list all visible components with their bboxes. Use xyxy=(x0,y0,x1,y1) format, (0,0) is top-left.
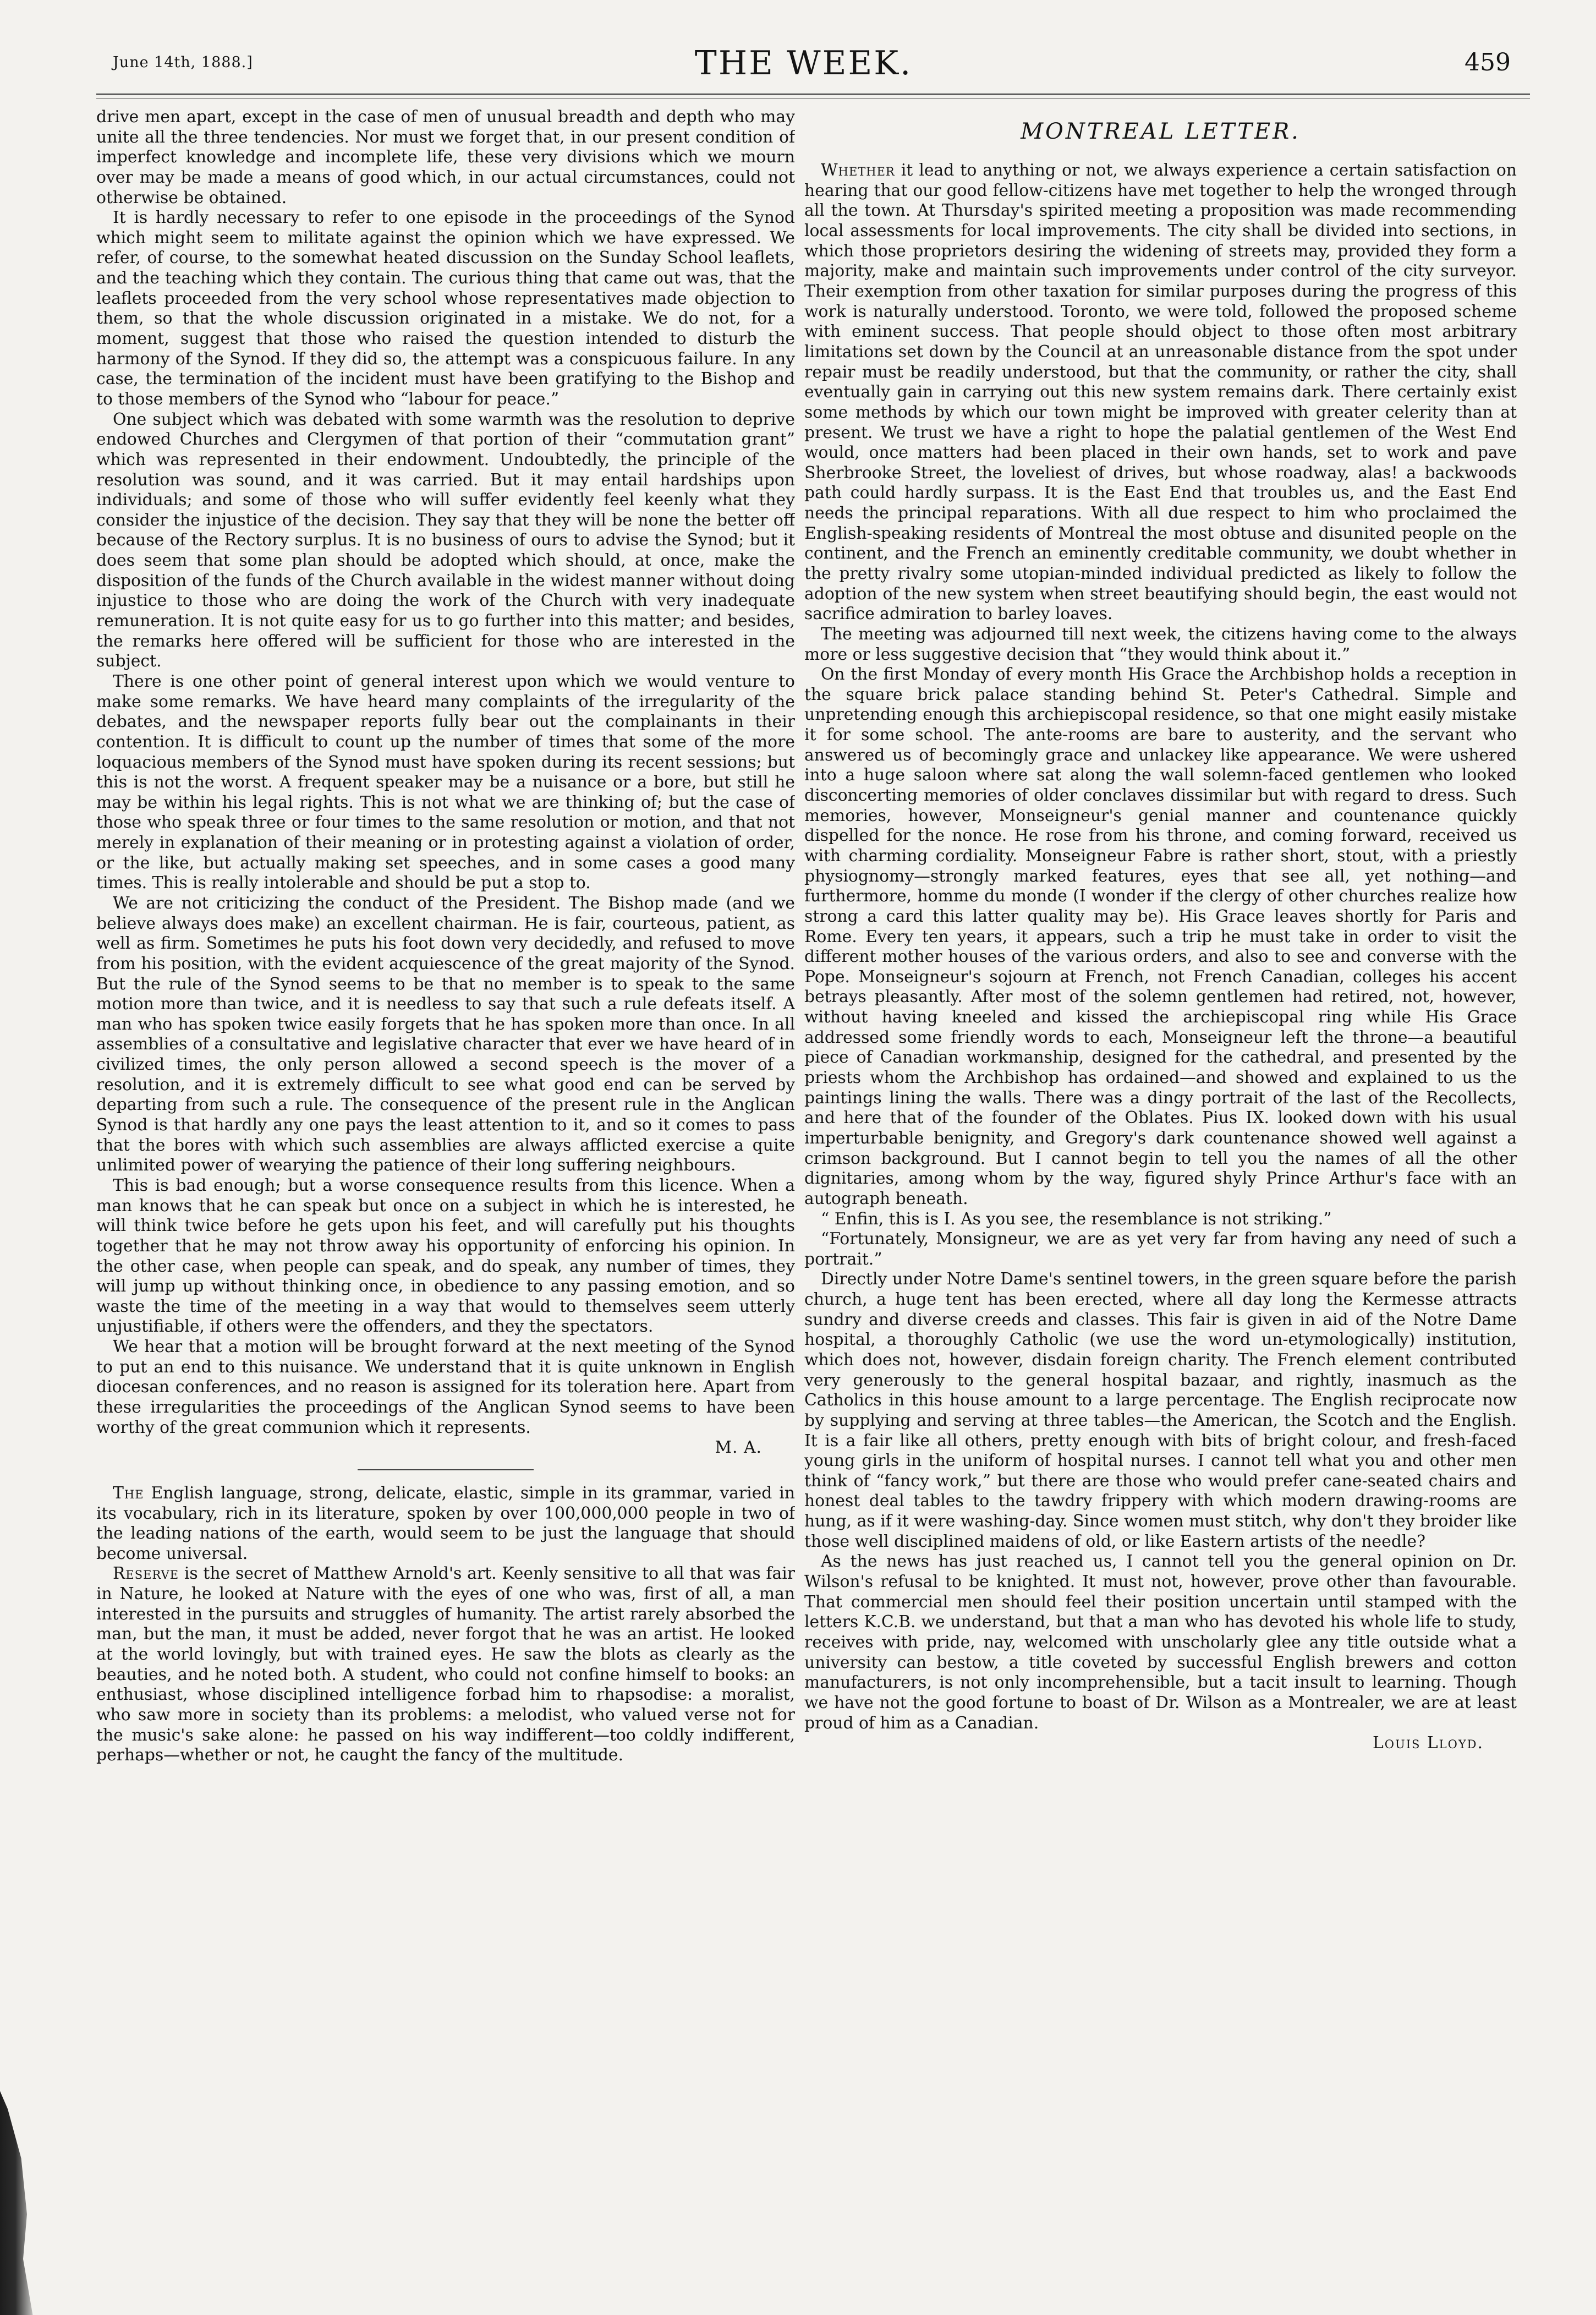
montreal-signature: Louis Lloyd. xyxy=(1373,1733,1484,1753)
page-number: 459 xyxy=(1465,48,1511,76)
whether-lead-word: Whether xyxy=(821,161,895,180)
reserve-lead-word: Reserve xyxy=(113,1564,179,1584)
english-language-paragraph xyxy=(96,1484,795,1564)
synod-signature: M. A. xyxy=(715,1438,762,1458)
montreal-paragraph-1-body: it lead to anything or not, we always experience a certain satisfaction on hearing that our good fellow-citizens have met together to help the wronged through all the town. At Thursday's spirited meeting a proposition was made recommending local assessments for local improvements. The city shall be divided into sections, in which those proprietors desiring the widening of streets may, provided they form a majority, make and maintain such improvements under control of the city surveyor. Their exemption from other taxation for similar purposes during the progress of this work is naturally understood. Toronto, we were told, followed the proposed scheme with eminent success. That people should object to those often most arbitrary limitations set down by the Council at an unreasonable distance from the spot under repair must be readily understood, but that the community, or rather the city, shall eventually gain in carrying out this new system remains dark. There certainly exist some methods by which our town might be improved with greater celerity than at present. We trust we have a right to hope the palatial gentlemen of the West End would, once matters had been placed in their own hands, set to work and pave Sherbrooke Street, the loveliest of drives, but whose roadway, alas! a backwoods path could hardly surpass. It is the East End that troubles us, and the East End needs the principal reparations. With all due respect to him who proclaimed the English-speaking residents of Montreal the most obtuse and disunited people on the continent, and the French an eminently creditable community, we doubt whether in the pretty rivalry some utopian-minded individual predicted as likely to follow the adoption of the new system when street beautifying should begin, the east would not sacrifice admiration to barley loaves. xyxy=(804,161,1517,624)
issue-date: June 14th, 1888.] xyxy=(113,54,253,71)
synod-paragraph-3: One subject which was debated with some warmth was the resolution to deprive endowed Churches and Clergymen of that portion of their “commutation grant” which was represented in their endowment. Undoubtedly, the principle of the resolution was sound, and it was carried. But it may entail hardships upon individuals; and some of those who will suffer evidently feel keenly what they consider the injustice of the decision. They say that they will be none the better off because of the Rectory surplus. It is no business of ours to advise the Synod; but it does seem that some plan should be adopted which should, at once, make the disposition of the funds of the Church available in the widest manner without doing injustice to those who are doing the work of the Church with very inadequate remuneration. It is not quite easy for us to go further into this matter; and besides, the remarks here offered will be sufficient for those who are interested in the subject. xyxy=(96,409,795,671)
synod-paragraph-7: We hear that a motion will be brought forward at the next meeting of the Synod to put an end to this nuisance. We understand that it is quite unknown in English diocesan conferences, and no reason is assigned for its toleration here. Apart from these irregularities the proceedings of the Anglican Synod seems to have been worthy of the great communion which it represents. xyxy=(96,1337,795,1437)
english-lead-word: The xyxy=(113,1483,144,1503)
left-column xyxy=(96,107,795,2303)
montreal-paragraph-1 xyxy=(804,161,1517,625)
arnold-paragraph xyxy=(96,1564,795,1765)
english-body: English language, strong, delicate, elastic, simple in its grammar, varied in its vocabulary, rich in its literature, spoken by over 100,000,000 people in two of the leading nations of the earth, would seem to be just the language that should become universal. xyxy=(96,1483,795,1563)
right-column xyxy=(804,107,1517,2303)
montreal-paragraph-5: “Fortunately, Monsigneur, we are as yet very far from having any need of such a portrait.” xyxy=(804,1229,1517,1269)
synod-paragraph-6: This is bad enough; but a worse consequence results from this licence. When a man knows that he can speak but once on a subject in which he is interested, he will think twice before he gets upon his feet, and will carefully put his thoughts together that he may not throw away his opportunity of enforcing his opinion. In the other case, when people can speak, and do speak, any number of times, they will jump up without thinking once, in obedience to any passing emotion, and so waste the time of the meeting in a way that would to themselves seem utterly unjustifiable, if others were the offenders, and they the spectators. xyxy=(96,1175,795,1337)
publication-title: THE WEEK. xyxy=(694,44,913,83)
montreal-paragraph-4: “ Enfin, this is I. As you see, the resemblance is not striking.” xyxy=(821,1209,1332,1229)
synod-paragraph-4: There is one other point of general interest upon which we would venture to make some remarks. We have heard many complaints of the irregularity of the debates, and the newspaper reports fully bear out the complainants in their contention. It is difficult to count up the number of times that some of the more loquacious members of the Synod must have spoken during its recent sessions; but this is not the worst. A frequent speaker may be a nuisance or a bore, but still he may be within his legal rights. This is not what we are thinking of; but the case of those who speak three or four times to the same resolution or motion, and that not merely in explanation of their meaning or in protesting against a violation of order, or the like, but actually making set speeches, and in some cases a good many times. This is really intolerable and should be put a stop to. xyxy=(96,671,795,893)
montreal-paragraph-2: The meeting was adjourned till next week, the citizens having come to the always more or less suggestive decision that “they would think about it.” xyxy=(804,624,1517,664)
header-rule xyxy=(96,94,1530,99)
montreal-letter-title: MONTREAL LETTER. xyxy=(1021,119,1301,144)
synod-paragraph-1: drive men apart, except in the case of men of unusual breadth and depth who may unite all the three tendencies. Nor must we forget that, in our present condition of imperfect knowledge and incomplete life, these very divisions which we mourn over may be made a means of good which, in our actual circumstances, could not otherwise be obtained. xyxy=(96,107,795,207)
montreal-paragraph-6: Directly under Notre Dame's sentinel towers, in the green square before the parish church, a huge tent has been erected, where all day long the Kermesse attracts sundry and diverse creeds and classes. This fair is given in aid of the Notre Dame hospital, a thoroughly Catholic (we use the word un-etymologically) institution, which does not, however, disdain foreign charity. The French element contributed very generously to the general hospital bazaar, and rightly, inasmuch as the Catholics in this house amount to a large percentage. The English reciprocate now by supplying and serving at three tables—the American, the Scotch and the English. It is a fair like all others, pretty enough with bits of bright colour, and fresh-faced young girls in the uniform of hospital nurses. I cannot tell what you and other men think of “fancy work,” but there are those who would prefer cane-seated chairs and honest deal tables to the tawdry frippery with which modern drawing-rooms are hung, as if it were washing-day. Since women must stitch, why don't they broider like those well disciplined maidens of old, or like Eastern artists of the needle? xyxy=(804,1269,1517,1551)
arnold-body: is the secret of Matthew Arnold's art. Keenly sensitive to all that was fair in Nature, he looked at Nature with the eyes of one who was, first of all, a man interested in the pursuits and struggles of humanity. The artist rarely absorbed the man, but the man, it must be added, never forgot that he was an artist. He looked at the world lovingly, but with trained eyes. He saw the blots as clearly as the beauties, and he noted both. A student, who could not confine himself to books: an enthusiast, whose disciplined intelligence forbad him to rhapsodise: a moralist, who saw more in society than its problems: a melodist, who valued verse not for the music's sake alone: he passed on his way indifferent—too coldly indifferent, perhaps—whether or not, he caught the fancy of the multitude. xyxy=(96,1564,795,1765)
synod-paragraph-2: It is hardly necessary to refer to one episode in the proceedings of the Synod which might seem to militate against the opinion which we have expressed. We refer, of course, to the somewhat heated discussion on the Sunday School leaflets, and the teaching which they contain. The curious thing that came out was, that the leaflets proceeded from the very school whose representatives made objection to them, so that the whole discussion originated in a mistake. We do not, for a moment, suggest that those who raised the question intended to disturb the harmony of the Synod. If they did so, the attempt was a conspicuous failure. In any case, the termination of the incident must have been gratifying to the Bishop and to those members of the Synod who “labour for peace.” xyxy=(96,208,795,409)
montreal-paragraph-7: As the news has just reached us, I cannot tell you the general opinion on Dr. Wilson's refusal to be knighted. It must not, however, prove other than favourable. That commercial men should feel their position uncertain until stamped with the letters K.C.B. we understand, but that a man who has devoted his whole life to study, receives with pride, nay, welcomed with unscholarly glee any title outside what a university can bestow, a title coveted by successful English brewers and cotton manufacturers, is not only incomprehensible, but a tacit insult to learning. Though we have not the good fortune to boast of Dr. Wilson as a Montrealer, we are at least proud of him as a Canadian. xyxy=(804,1552,1517,1733)
synod-paragraph-5: We are not criticizing the conduct of the President. The Bishop made (and we believe always does make) an excellent chairman. He is fair, courteous, patient, as well as firm. Sometimes he puts his foot down very decidedly, and refused to move from his position, with the evident acquiescence of the great majority of the Synod. But the rule of the Synod seems to be that no member is to speak to the same motion more than twice, and it is needless to say that such a rule defeats itself. A man who has spoken twice easily forgets that he has spoken more than once. In all assemblies of a consultative and legislative character that ever we have heard of in civilized times, the only person allowed a second speech is the mover of a resolution, and it is extremely difficult to see what good end can be served by departing from such a rule. The consequence of the present rule in the Anglican Synod is that hardly any one pays the least attention to it, and so it comes to pass that the bores with which such assemblies are always afflicted exercise a quite unlimited power of wearying the patience of their long suffering neighbours. xyxy=(96,893,795,1175)
torn-page-edge xyxy=(0,2091,39,2315)
montreal-paragraph-3: On the first Monday of every month His Grace the Archbishop holds a reception in the square brick palace standing behind St. Peter's Cathedral. Simple and unpretending enough this archiepiscopal residence, so that one might easily mistake it for some school. The ante-rooms are bare to austerity, and the servant who answered us of becomingly grace and unlackey like appearance. We were ushered into a huge saloon where sat along the wall solemn-faced gentlemen who looked disconcerting memories of older conclaves dissimilar but with regard to dress. Such memories, however, Monseigneur's genial manner and countenance quickly dispelled for the nonce. He rose from his throne, and coming forward, received us with charming cordiality. Monseigneur Fabre is rather short, stout, with a priestly physiognomy—strongly marked features, eyes that see all, yet nothing—and furthermore, homme du monde (I wonder if the clergy of other churches realize how strong a card this latter quality may be). His Grace leaves shortly for Paris and Rome. Every ten years, it appears, such a trip he must take in order to visit the different mother houses of the various orders, and also to see and converse with the Pope. Monseigneur's sojourn at French, not French Canadian, colleges his accent betrays pleasantly. After most of the solemn gentlemen had retired, not, however, without having kneeled and kissed the archiepiscopal ring while His Grace addressed some friendly words to each, Monseigneur left the throne—a beautiful piece of Canadian workmanship, designed for the cathedral, and presented by the priests whom the Archbishop has ordained—and showed and explained to us the paintings lining the walls. There was a dingy portrait of the last of the Recollects, and here that of the founder of the Oblates. Pius IX. looked down with his usual imperturbable benignity, and Gregory's dark countenance showed well against a crimson background. But I cannot begin to tell you the names of all the other dignitaries, among whom by the way, figured shyly Prince Arthur's face with an autograph beneath. xyxy=(804,665,1517,1208)
article-separator xyxy=(358,1469,534,1470)
